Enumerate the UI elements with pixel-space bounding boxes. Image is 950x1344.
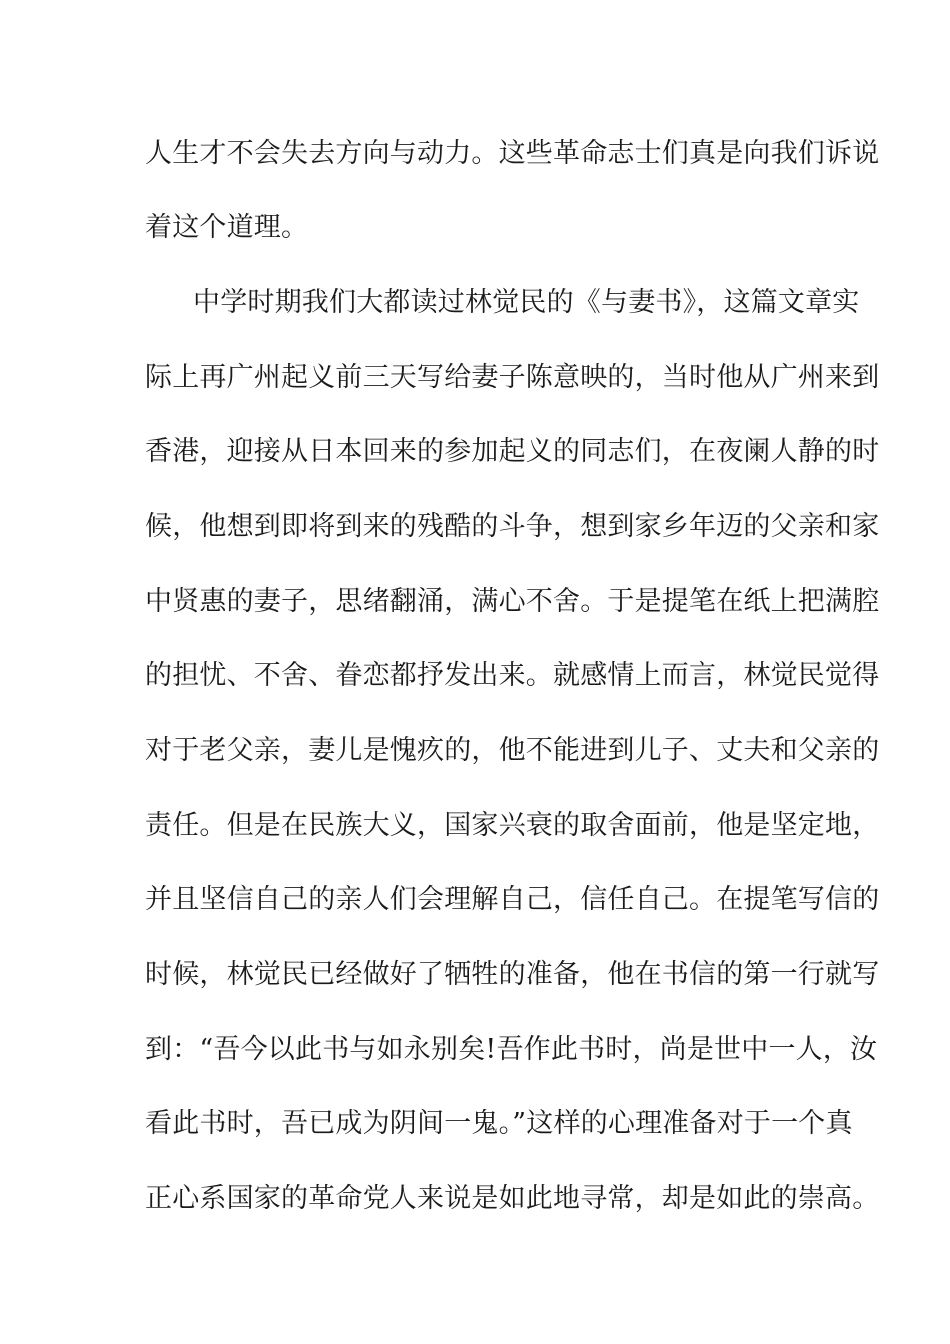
- text-line-14: 看此书时，吾已成为阴间一鬼。”这样的心理准备对于一个真: [145, 1108, 853, 1139]
- text-line-4: 际上再广州起义前三天写给妻子陈意映的，当时他从广州来到: [145, 362, 880, 393]
- text-line-7: 中贤惠的妻子，思绪翻涌，满心不舍。于是提笔在纸上把满腔: [145, 586, 880, 617]
- paragraph-first-line: 中学时期我们大都读过林觉民的《与妻书》，这篇文章实: [193, 287, 860, 318]
- text-line-12: 时候，林觉民已经做好了牺牲的准备，他在书信的第一行就写: [145, 959, 880, 990]
- text-line-13: 到：“吾今以此书与如永别矣!吾作此书时，尚是世中一人，汝: [145, 1034, 878, 1065]
- text-line-10: 责任。但是在民族大义，国家兴衰的取舍面前，他是坚定地，: [145, 810, 880, 841]
- text-line-9: 对于老父亲，妻儿是愧疚的，他不能进到儿子、丈夫和父亲的: [145, 735, 880, 766]
- text-line-5: 香港，迎接从日本回来的参加起义的同志们，在夜阑人静的时: [145, 436, 880, 467]
- text-line-11: 并且坚信自己的亲人们会理解自己，信任自己。在提笔写信的: [145, 884, 880, 915]
- text-line-2: 着这个道理。: [145, 212, 309, 243]
- text-line-1: 人生才不会失去方向与动力。这些革命志士们真是向我们诉说: [145, 138, 880, 169]
- text-line-8: 的担忧、不舍、眷恋都抒发出来。就感情上而言，林觉民觉得: [145, 660, 880, 691]
- text-line-15: 正心系国家的革命党人来说是如此地寻常，却是如此的崇高。: [145, 1183, 880, 1214]
- text-line-6: 候，他想到即将到来的残酷的斗争，想到家乡年迈的父亲和家: [145, 511, 880, 542]
